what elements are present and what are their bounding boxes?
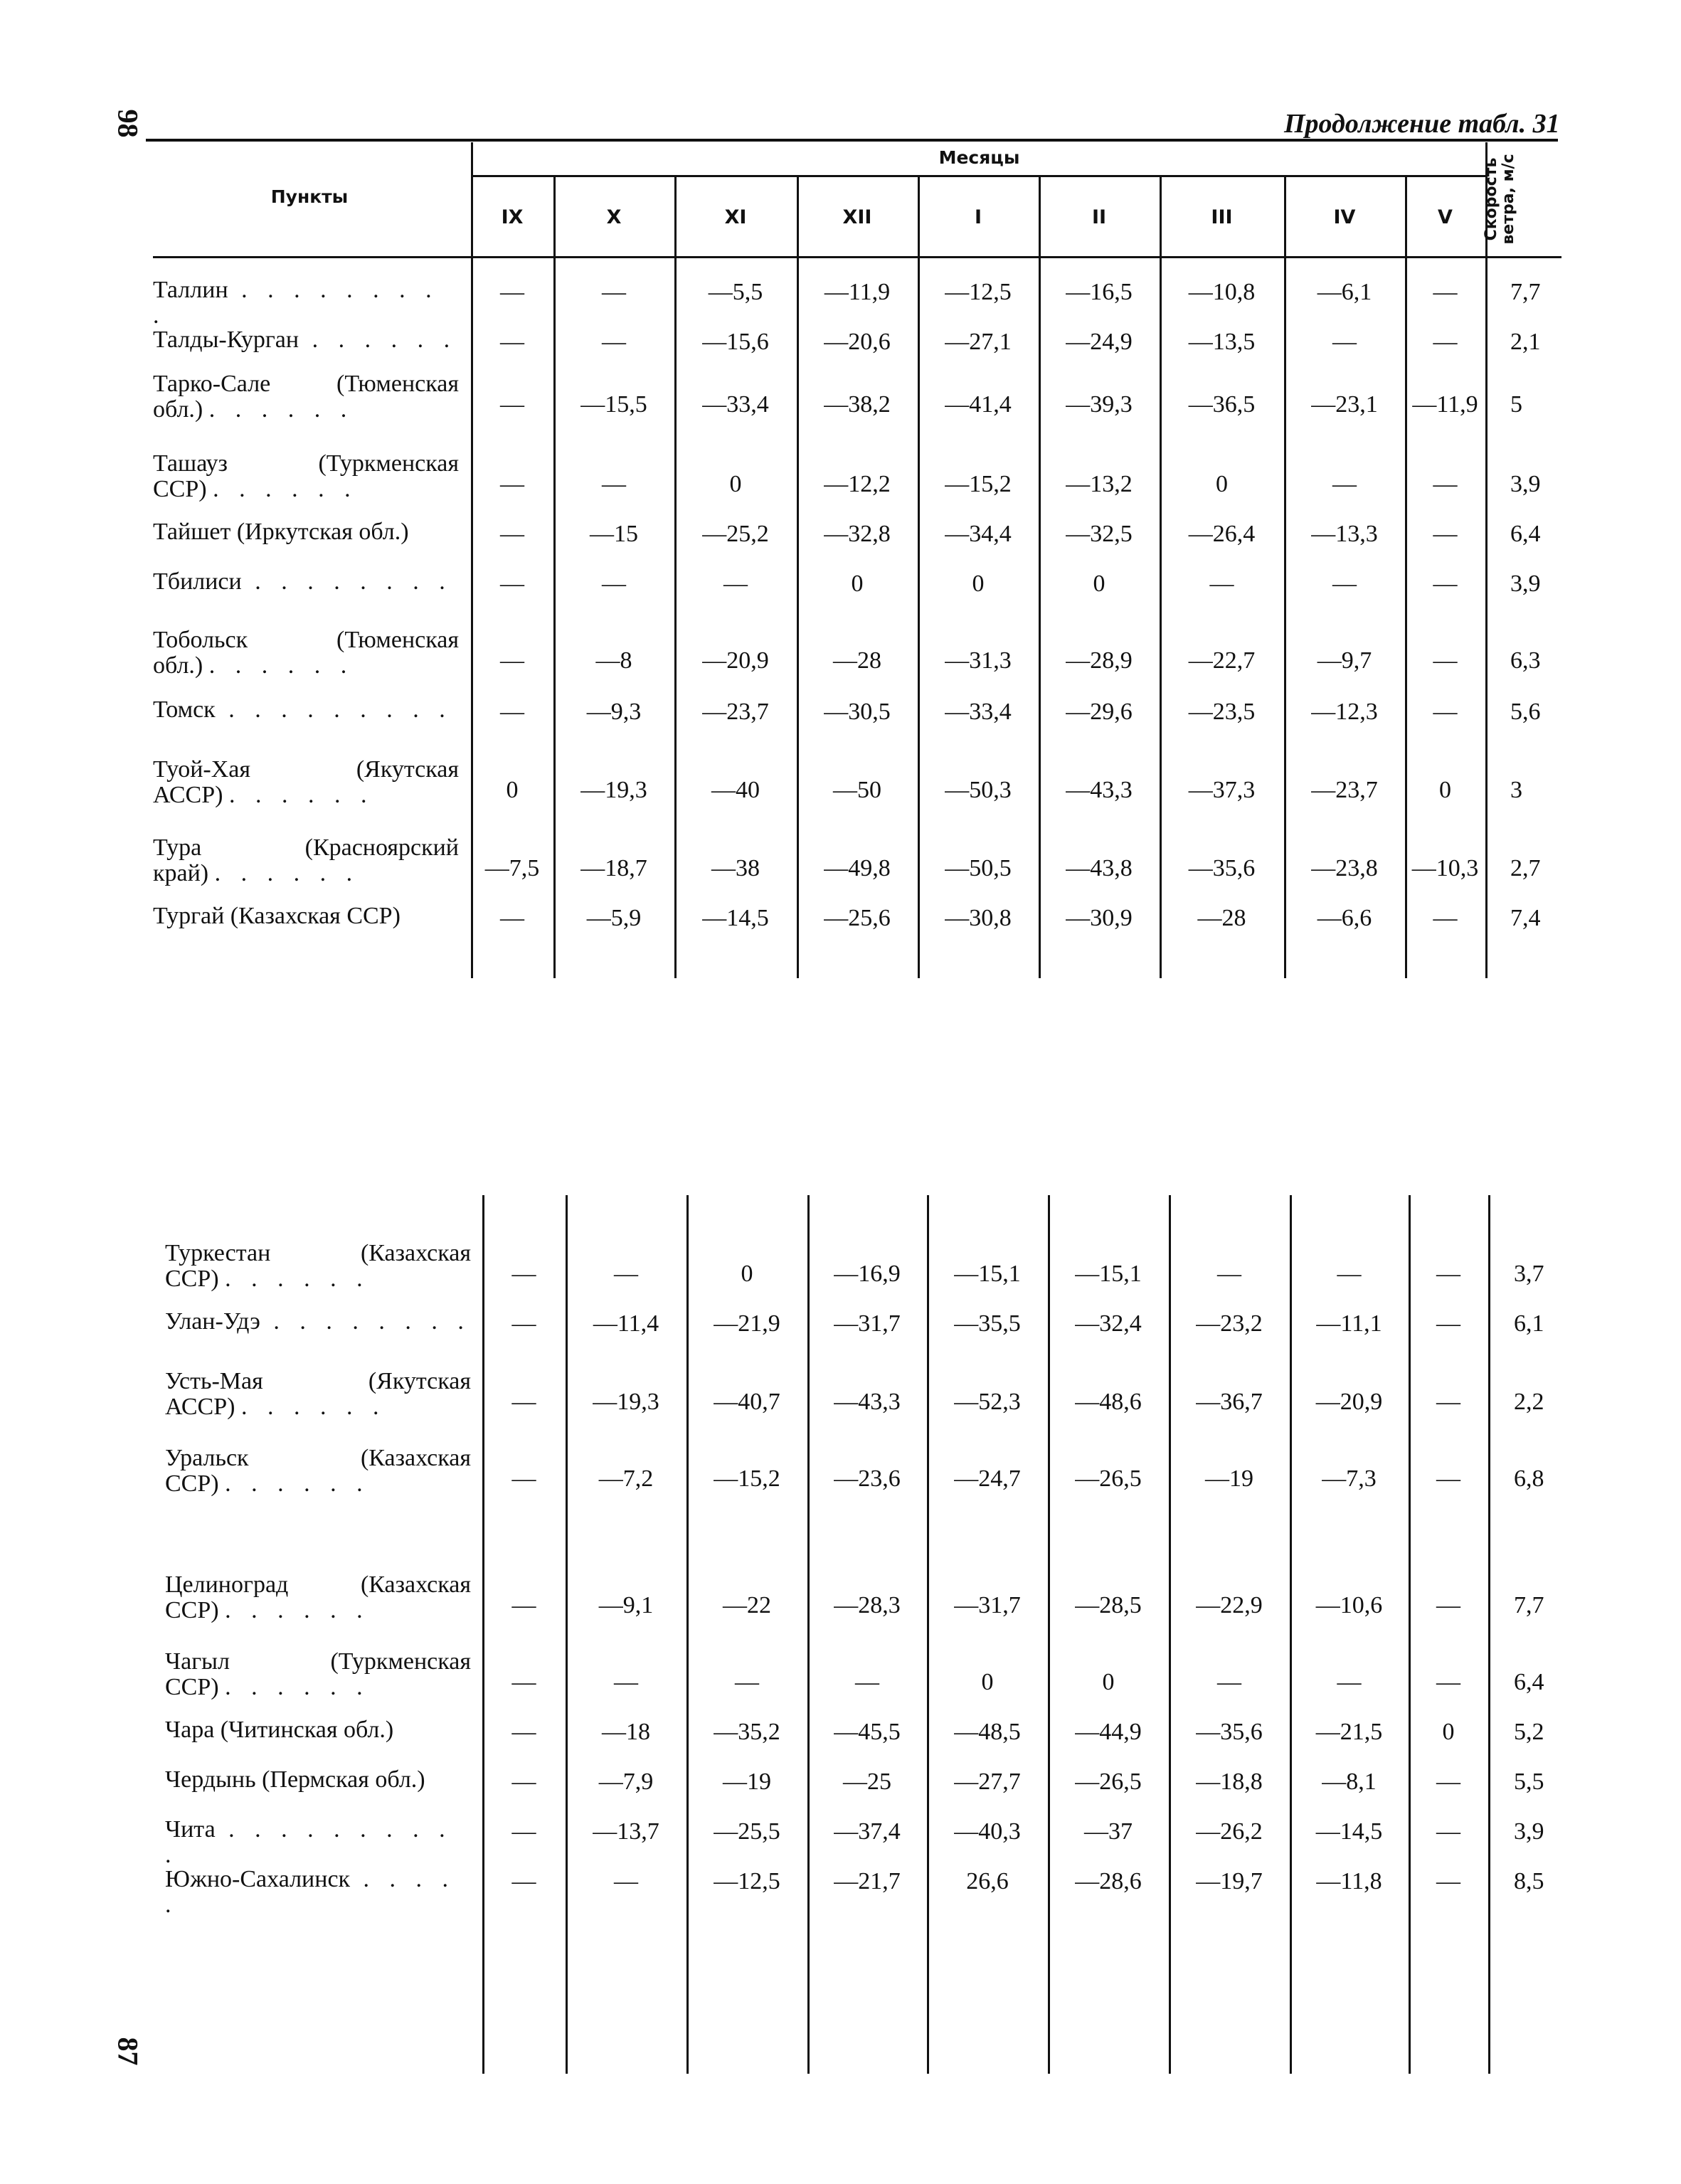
months-group-rule [473,175,1485,177]
cell-value: —8,1 [1322,1769,1377,1795]
cell-value: — [855,1669,879,1695]
cell-value: —38,2 [824,391,891,418]
cell-value: —19 [1205,1465,1253,1492]
cell-value: — [614,1868,638,1894]
cell-value: —33,4 [702,391,769,418]
cell-value: —35,6 [1196,1719,1263,1745]
cell-value: —25,2 [702,521,769,547]
cell-value: — [735,1669,759,1695]
cell-value: —27,7 [954,1769,1021,1795]
cell-value: —43,3 [1066,777,1133,803]
header-month: XII [842,206,872,228]
header-month: II [1091,206,1107,228]
point-name: Тбилиси . . . . . . . . [153,568,452,595]
cell-value: —35,5 [954,1310,1021,1337]
cell-value: —24,7 [954,1465,1021,1492]
cell-value: —49,8 [824,855,891,881]
cell-value: — [1436,1818,1460,1845]
point-name: Талды-Курган . . . . . . [153,327,457,353]
cell-value: — [500,699,524,725]
point-name: Тургай (Казахская ССР) [153,903,401,929]
cell-value: —26,5 [1075,1769,1142,1795]
cell-value: —28,5 [1075,1592,1142,1618]
cell-value: — [500,647,524,674]
cell-value: —6,6 [1317,905,1372,931]
cell-value: — [723,571,748,597]
cell-value: — [500,279,524,305]
cell-value: —36,7 [1196,1389,1263,1415]
cell-value: —50,3 [945,777,1012,803]
cell-value: 0 [851,571,864,597]
cell-value: —31,7 [954,1592,1021,1618]
cell-value: — [500,905,524,931]
cell-wind-speed: 6,3 [1510,647,1541,674]
cell-value: — [511,1261,536,1287]
cell-value: —26,4 [1188,521,1256,547]
cell-value: —18 [602,1719,650,1745]
cell-value: —27,1 [945,329,1012,355]
point-name: Туой-Хая (Якутская АССР) . . . . . . [153,756,459,808]
column-separator [1485,142,1488,978]
cell-wind-speed: 3,9 [1510,471,1541,497]
cell-value: —25 [843,1769,891,1795]
point-name: Чердынь (Пермская обл.) [165,1766,425,1793]
cell-value: —21,5 [1315,1719,1383,1745]
cell-value: — [614,1669,638,1695]
cell-value: —37 [1084,1818,1133,1845]
cell-value: —20,6 [824,329,891,355]
cell-value: —18,7 [580,855,647,881]
cell-value: —11,9 [824,279,891,305]
table-continuation-heading: Продолжение табл. 31 [1284,109,1560,139]
cell-value: —33,4 [945,699,1012,725]
cell-value: —12,5 [714,1868,780,1894]
cell-value: —26,2 [1196,1818,1263,1845]
cell-value: —50 [833,777,881,803]
cell-value: — [602,329,626,355]
cell-value: — [511,1592,536,1618]
cell-value: —45,5 [834,1719,901,1745]
cell-wind-speed: 3,9 [1510,571,1541,597]
header-points: Пункты [270,186,349,207]
cell-value: —28 [833,647,881,674]
cell-value: —14,5 [702,905,769,931]
cell-value: —19 [723,1769,771,1795]
header-month: X [606,206,622,228]
cell-value: —25,5 [714,1818,780,1845]
cell-value: —43,8 [1066,855,1133,881]
cell-value: — [1433,279,1458,305]
cell-value: — [1436,1465,1460,1492]
cell-value: —30,8 [945,905,1012,931]
point-name: Южно-Сахалинск . . . . . [165,1866,456,1918]
page-number-top: 98 [112,109,144,138]
cell-value: —7,5 [484,855,540,881]
cell-value: — [1332,329,1357,355]
cell-value: —13,7 [593,1818,659,1845]
cell-value: —23,5 [1188,699,1256,725]
header-wind-speed: Скорость ветра, м/с [1483,154,1517,245]
cell-value: — [1436,1592,1460,1618]
cell-wind-speed: 7,7 [1510,279,1541,305]
cell-value: —19,7 [1196,1868,1263,1894]
cell-value: — [1217,1669,1241,1695]
cell-value: —28,3 [834,1592,901,1618]
cell-value: — [511,1769,536,1795]
cell-value: — [1433,699,1458,725]
header-month: XI [724,206,747,228]
cell-value: —9,3 [586,699,642,725]
cell-value: 0 [741,1261,753,1287]
cell-value: —9,7 [1317,647,1372,674]
header-months: Месяцы [938,147,1020,168]
cell-value: —7,2 [598,1465,654,1492]
cell-value: — [511,1818,536,1845]
cell-value: —40 [711,777,760,803]
cell-value: —31,3 [945,647,1012,674]
cell-value: — [1217,1261,1241,1287]
point-name: Уральск (Казахская ССР) . . . . . . [165,1445,471,1497]
cell-value: —15,1 [954,1261,1021,1287]
cell-value: — [1433,571,1458,597]
cell-value: —48,6 [1075,1389,1142,1415]
cell-value: —24,9 [1066,329,1133,355]
cell-value: —7,9 [598,1769,654,1795]
column-separator [1488,1195,1490,2074]
cell-value: — [1433,647,1458,674]
cell-value: — [500,471,524,497]
point-name: Тайшет (Иркутская обл.) [153,519,409,545]
cell-value: —11,4 [593,1310,659,1337]
cell-value: —32,8 [824,521,891,547]
point-name: Чара (Читинская обл.) [165,1717,394,1743]
cell-value: —31,7 [834,1310,901,1337]
cell-wind-speed: 5,2 [1514,1719,1544,1745]
cell-wind-speed: 6,4 [1514,1669,1544,1695]
cell-value: 0 [1439,777,1451,803]
cell-value: — [1436,1389,1460,1415]
cell-value: — [602,471,626,497]
cell-value: —5,9 [586,905,642,931]
cell-wind-speed: 2,7 [1510,855,1541,881]
cell-wind-speed: 6,4 [1510,521,1541,547]
cell-value: —10,8 [1188,279,1256,305]
cell-value: —22 [723,1592,771,1618]
cell-value: —15,2 [714,1465,780,1492]
cell-value: —35,6 [1188,855,1256,881]
cell-value: —34,4 [945,521,1012,547]
cell-value: —52,3 [954,1389,1021,1415]
cell-value: — [500,521,524,547]
cell-value: — [1436,1310,1460,1337]
cell-value: —20,9 [702,647,769,674]
point-name: Целиноград (Казахская ССР) . . . . . . [165,1571,471,1623]
cell-value: —20,9 [1315,1389,1383,1415]
cell-value: —23,1 [1311,391,1378,418]
cell-wind-speed: 2,2 [1514,1389,1544,1415]
point-name: Улан-Удэ . . . . . . . . [165,1308,471,1335]
cell-value: 0 [1442,1719,1455,1745]
cell-value: —40,3 [954,1818,1021,1845]
cell-value: —23,6 [834,1465,901,1492]
cell-wind-speed: 3 [1510,777,1522,803]
cell-value: —23,7 [702,699,769,725]
cell-value: — [602,279,626,305]
cell-value: —5,5 [708,279,763,305]
cell-value: —13,2 [1066,471,1133,497]
header-month: V [1438,206,1453,228]
cell-value: —25,6 [824,905,891,931]
cell-value: — [511,1310,536,1337]
cell-value: —30,5 [824,699,891,725]
cell-wind-speed: 3,9 [1514,1818,1544,1845]
cell-value: — [511,1669,536,1695]
cell-value: —15,2 [945,471,1012,497]
cell-value: — [511,1389,536,1415]
header-month: I [974,206,982,228]
point-name: Чагыл (Туркменская ССР) . . . . . . [165,1648,471,1700]
cell-value: — [614,1261,638,1287]
cell-value: — [511,1719,536,1745]
cell-value: —12,3 [1311,699,1378,725]
cell-value: —22,7 [1188,647,1256,674]
cell-value: —28,6 [1075,1868,1142,1894]
page-number-bottom: 87 [112,2037,144,2066]
cell-value: —11,1 [1316,1310,1382,1337]
cell-wind-speed: 5 [1510,391,1522,418]
cell-value: —14,5 [1315,1818,1383,1845]
cell-value: —16,5 [1066,279,1133,305]
point-name: Ташауз (Туркменская ССР) . . . . . . [153,450,459,502]
cell-value: — [602,571,626,597]
cell-value: — [1209,571,1234,597]
cell-wind-speed: 3,7 [1514,1261,1544,1287]
header-month: III [1211,206,1233,228]
cell-value: 0 [506,777,519,803]
cell-value: — [1332,471,1357,497]
cell-wind-speed: 2,1 [1510,329,1541,355]
cell-value: —37,4 [834,1818,901,1845]
point-name: Туркестан (Казахская ССР) . . . . . . [165,1240,471,1292]
cell-value: — [1433,329,1458,355]
cell-value: —22,9 [1196,1592,1263,1618]
cell-value: —29,6 [1066,699,1133,725]
cell-value: —23,2 [1196,1310,1263,1337]
cell-value: —39,3 [1066,391,1133,418]
cell-value: — [1337,1669,1362,1695]
cell-value: —38 [711,855,760,881]
cell-value: 0 [1102,1669,1115,1695]
cell-value: — [1436,1669,1460,1695]
header-bottom-rule [153,256,1561,258]
header-month: IV [1333,206,1356,228]
point-name: Томск . . . . . . . . . [153,696,452,723]
cell-value: — [500,391,524,418]
cell-value: — [1433,521,1458,547]
cell-value: —28 [1197,905,1246,931]
point-name: Чита . . . . . . . . . . [165,1816,452,1868]
cell-value: —12,2 [824,471,891,497]
point-name: Таллин . . . . . . . . . [153,277,439,329]
cell-value: —23,7 [1311,777,1378,803]
column-separator [471,142,473,978]
cell-value: —32,5 [1066,521,1133,547]
cell-value: —19,3 [580,777,647,803]
cell-value: —40,7 [714,1389,780,1415]
cell-value: 0 [981,1669,994,1695]
cell-value: —21,7 [834,1868,901,1894]
cell-value: — [511,1868,536,1894]
cell-value: —48,5 [954,1719,1021,1745]
cell-value: — [1433,905,1458,931]
top-rule [146,139,1558,142]
cell-value: —41,4 [945,391,1012,418]
cell-value: —15,1 [1075,1261,1142,1287]
cell-value: — [500,329,524,355]
cell-value: —11,8 [1316,1868,1382,1894]
cell-value: 0 [729,471,742,497]
cell-wind-speed: 8,5 [1514,1868,1544,1894]
cell-value: —50,5 [945,855,1012,881]
cell-wind-speed: 6,8 [1514,1465,1544,1492]
cell-value: —43,3 [834,1389,901,1415]
cell-value: — [1436,1261,1460,1287]
cell-value: —7,3 [1322,1465,1377,1492]
cell-value: — [1436,1769,1460,1795]
header-month: IX [501,206,524,228]
cell-value: —37,3 [1188,777,1256,803]
cell-value: —11,9 [1412,391,1478,418]
cell-wind-speed: 7,4 [1510,905,1541,931]
cell-value: 26,6 [966,1868,1009,1894]
cell-value: —15,6 [702,329,769,355]
cell-value: —6,1 [1317,279,1372,305]
cell-wind-speed: 5,5 [1514,1769,1544,1795]
cell-value: —9,1 [598,1592,654,1618]
cell-value: —18,8 [1196,1769,1263,1795]
cell-value: — [1436,1868,1460,1894]
cell-value: —32,4 [1075,1310,1142,1337]
cell-value: —44,9 [1075,1719,1142,1745]
cell-value: — [1433,471,1458,497]
cell-value: 0 [972,571,985,597]
cell-value: —30,9 [1066,905,1133,931]
cell-wind-speed: 5,6 [1510,699,1541,725]
cell-value: —12,5 [945,279,1012,305]
cell-value: —35,2 [714,1719,780,1745]
cell-value: —10,3 [1411,855,1479,881]
point-name: Тарко-Сале (Тюменская обл.) . . . . . . [153,371,459,423]
cell-value: —19,3 [593,1389,659,1415]
cell-value: — [1332,571,1357,597]
point-name: Тобольск (Тюменская обл.) . . . . . . [153,627,459,679]
cell-wind-speed: 6,1 [1514,1310,1544,1337]
cell-value: —13,5 [1188,329,1256,355]
cell-value: —15,5 [580,391,647,418]
cell-value: —16,9 [834,1261,901,1287]
cell-value: —15 [590,521,638,547]
cell-value: 0 [1093,571,1105,597]
cell-value: —10,6 [1315,1592,1383,1618]
cell-value: —21,9 [714,1310,780,1337]
point-name: Усть-Мая (Якутская АССР) . . . . . . [165,1368,471,1420]
cell-value: —23,8 [1311,855,1378,881]
cell-value: —8 [595,647,632,674]
cell-value: — [1337,1261,1362,1287]
cell-value: 0 [1216,471,1228,497]
cell-value: — [511,1465,536,1492]
cell-value: —26,5 [1075,1465,1142,1492]
cell-value: —28,9 [1066,647,1133,674]
cell-value: — [500,571,524,597]
cell-wind-speed: 7,7 [1514,1592,1544,1618]
cell-value: —36,5 [1188,391,1256,418]
point-name: Тура (Красноярский край) . . . . . . [153,834,459,886]
cell-value: —13,3 [1311,521,1378,547]
